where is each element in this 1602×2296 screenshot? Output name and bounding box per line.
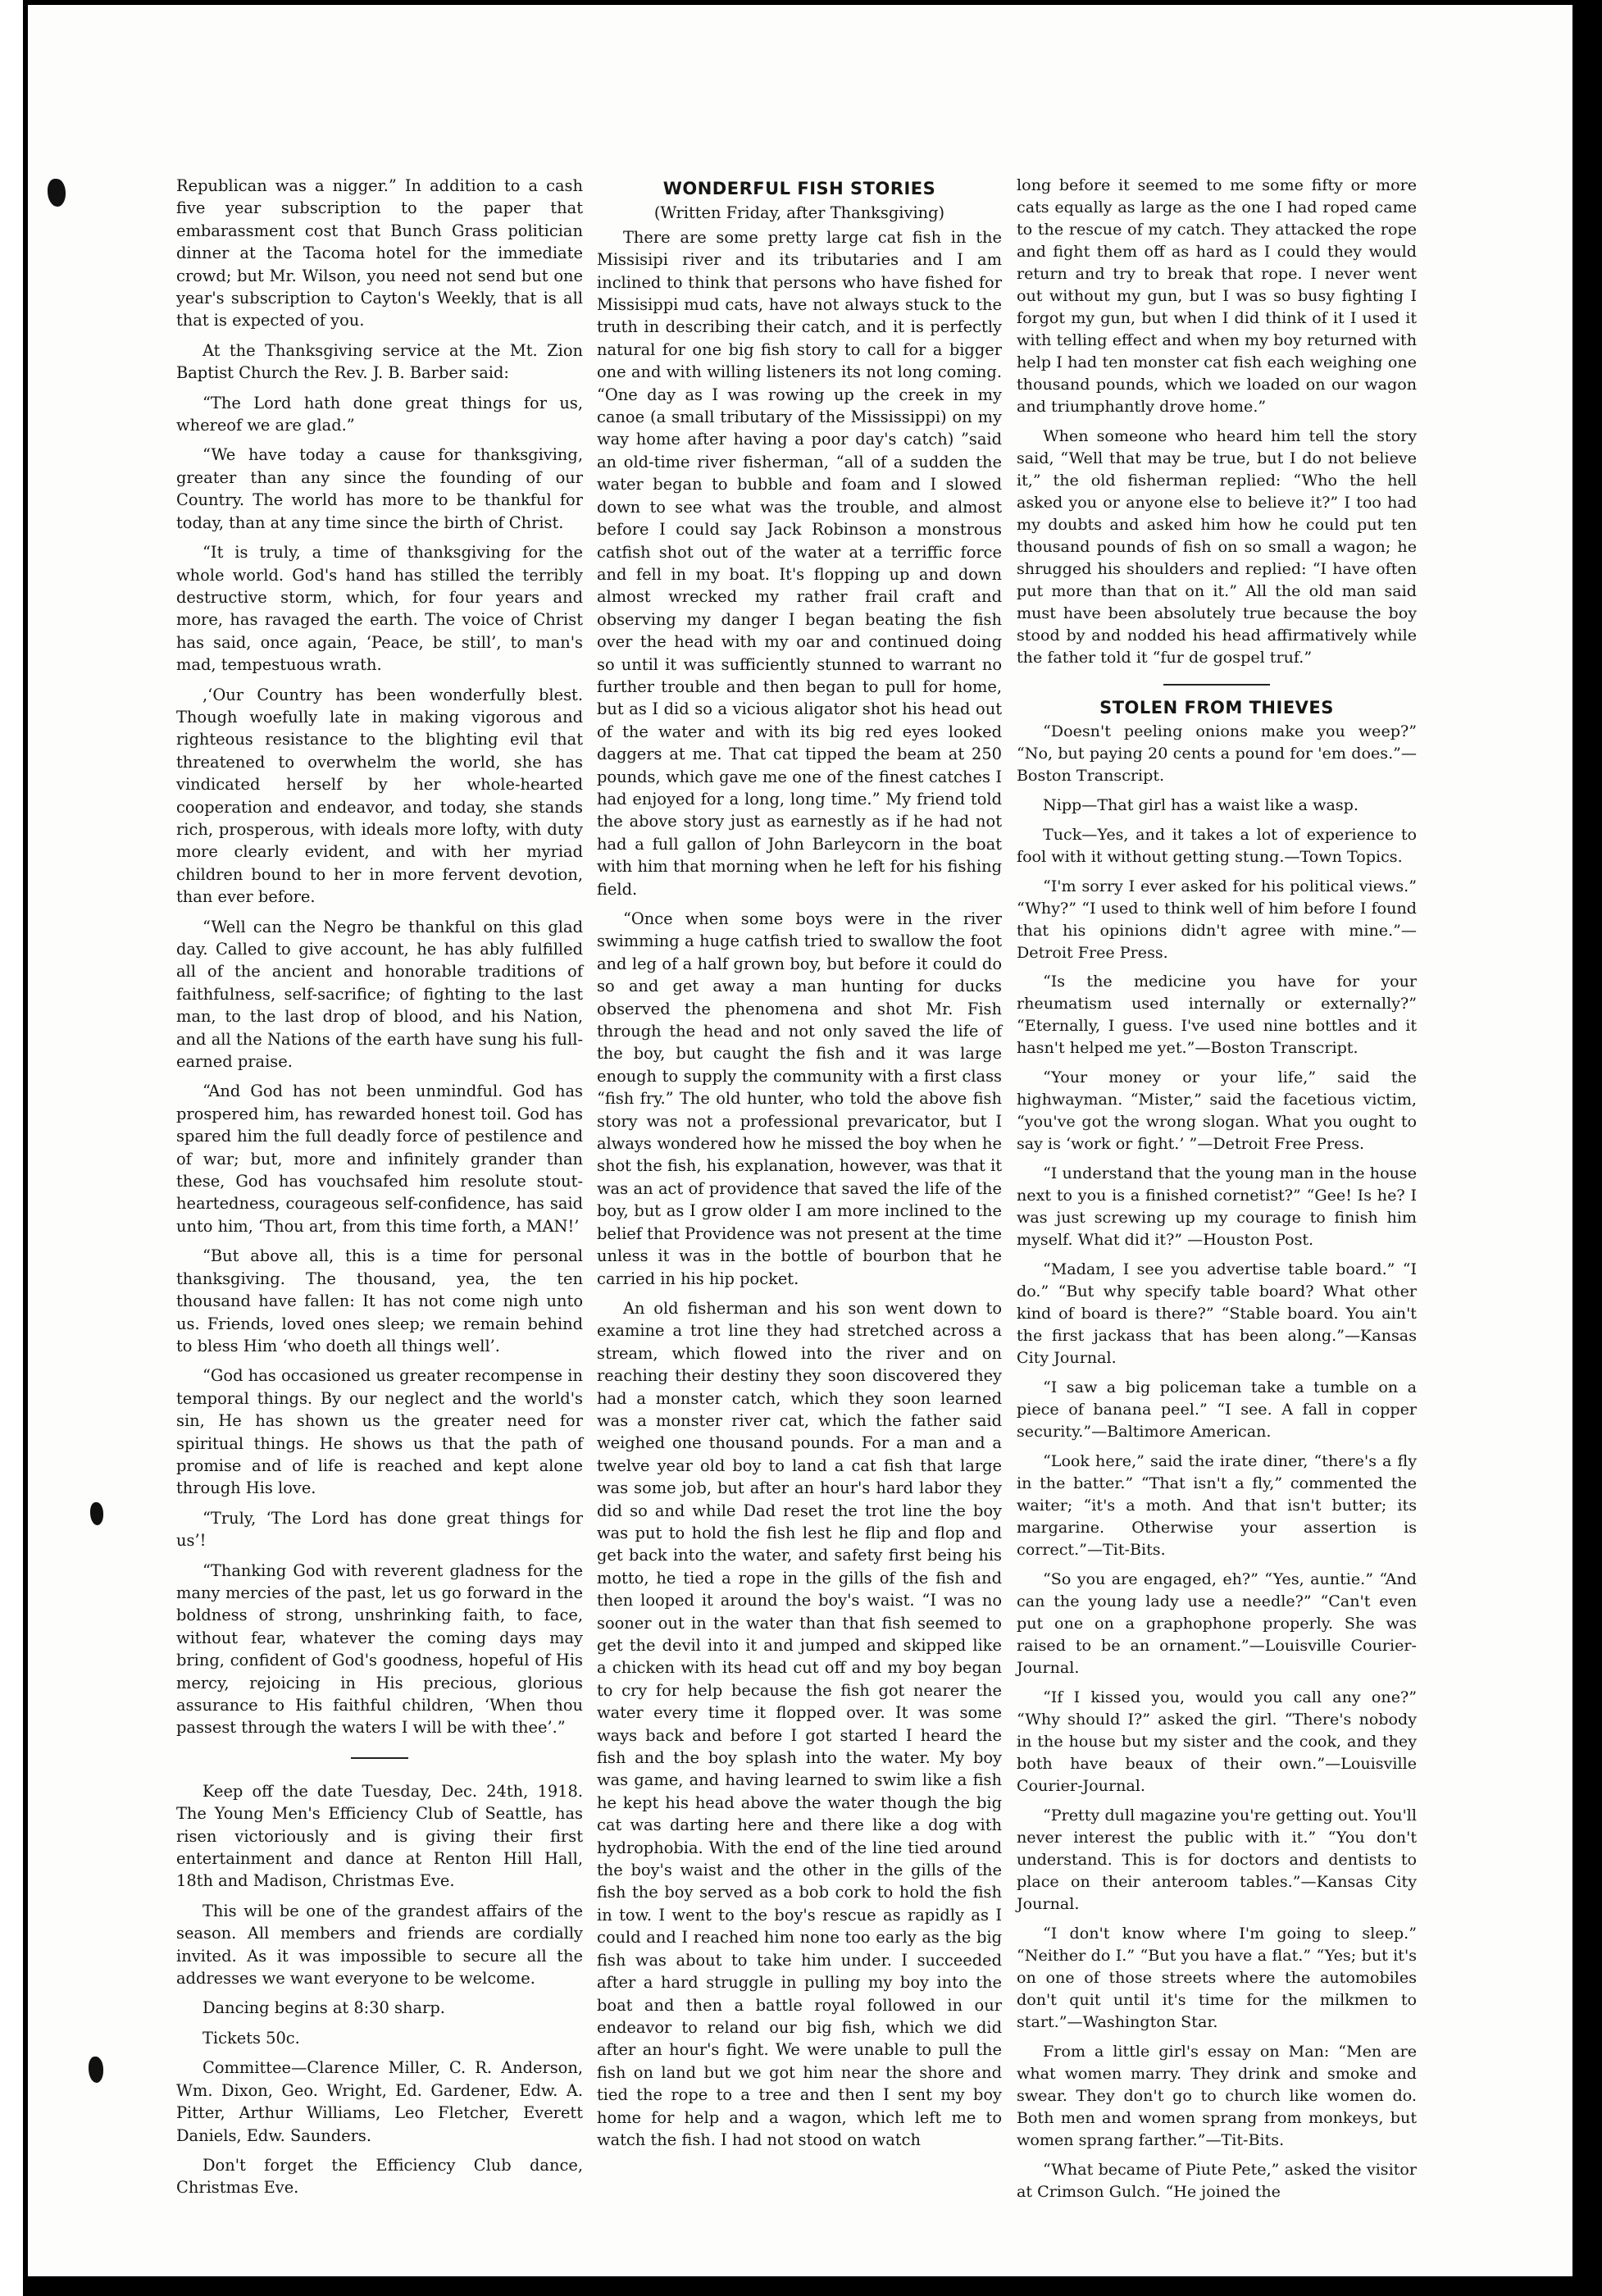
joke: “So you are engaged, eh?” “Yes, auntie.” “And can the young lady use a needle?” “Can't even put one on a graphophone properly. She was raised to be an ornament.”—Louisville Courier-Journal. xyxy=(1017,1569,1417,1678)
paragraph: “Once when some boys were in the river swimming a huge catfish tried to swallow the foot and leg of a half grown boy, but before it could do so and get away a man hunting for ducks observed the phenomena and shot Mr. Fish through the head and not only saved the life of the boy, but caught the fish and it was large enough to supply the community with a first class “fish fry.” The old hunter, who told the above fish story was not a professional prevaricator, but I always wondered how he missed the boy when he shot the fish, his explanation, however, was that it was an act of providence that saved the life of the boy, but as I grow older I am more inclined to the belief that Providence was not present at the time unless it was in the bottle of bourbon that he carried in his hip pocket. xyxy=(597,909,1002,1288)
paragraph: At the Thanksgiving service at the Mt. Zion Baptist Church the Rev. J. B. Barber said: xyxy=(176,340,583,383)
paragraph: “Well can the Negro be thankful on this glad day. Called to give account, he has ably fulfilled all of the ancient and honorable traditions of faithfulness, self-sacrifice; of fighting to the last man, to the last drop of blood, and his Nation, and all the Nations of the earth have sung his full-earned praise. xyxy=(176,917,583,1072)
joke: “Pretty dull magazine you're getting out. You'll never interest the public with it.” “You don't understand. This is for doctors and dentists to place on their anteroom tables.”—Kansas City Journal. xyxy=(1017,1805,1417,1913)
joke: “Is the medicine you have for your rheumatism used internally or externally?” “Eternally, I guess. I've used nine bottles and it hasn't helped me yet.”—Boston Transcript. xyxy=(1017,972,1417,1058)
column-right xyxy=(1017,175,1417,2211)
paragraph: “Truly, ‘The Lord has done great things for us’! xyxy=(176,1508,583,1551)
joke: “Madam, I see you advertise table board.” “I do.” “But why specify table board? What other kind of board is there?” “Stable board. You ain't the first jackass that has been along.”—Kansas City Journal. xyxy=(1017,1260,1417,1368)
paragraph: “Thanking God with reverent gladness for the many mercies of the past, let us go forward in the boldness of strong, unshrinking faith, to face, without fear, whatever the coming days may bring, confident of God's goodness, hopeful of His mercy, rejoicing in His precious, glorious assurance to His faithful children, ‘When thou passest through the waters I will be with thee’.” xyxy=(176,1560,583,1738)
punch-hole-mark xyxy=(90,1502,103,1525)
section-divider xyxy=(1163,684,1270,686)
joke: “I understand that the young man in the house next to you is a finished cornetist?” “Gee! Is he? I was just screwing up my courage to finish him myself. What did it?” —Houston Post. xyxy=(1017,1164,1417,1250)
joke: “I'm sorry I ever asked for his political views.” “Why?” “I used to think well of him before I found that his opinions didn't agree with mine.”—Detroit Free Press. xyxy=(1017,876,1417,962)
punch-hole-mark xyxy=(48,179,66,207)
paragraph: This will be one of the grandest affairs of the season. All members and friends are cordially invited. As it was impossible to secure all the addresses we want everyone to be welcome. xyxy=(176,1901,583,1988)
paragraph: “We have today a cause for thanksgiving, greater than any since the founding of our Country. The world has more to be thankful for today, than at any time since the birth of Christ. xyxy=(176,445,583,532)
paragraph: When someone who heard him tell the story said, “Well that may be true, but I do not believe it,” the old fisherman replied: “Who the hell asked you or anyone else to believe it?” I too had my doubts and asked him how he could put ten thousand pounds of fish on so small a wagon; he shrugged his shoulders and replied: “I have often put more than that on it.” All the old man said must have been absolutely true because the boy stood by and nodded his head affirmatively while the father told it “fur de gospel truf.” xyxy=(1017,426,1417,667)
article-title: WONDERFUL FISH STORIES xyxy=(662,179,936,198)
article-subtitle: (Written Friday, after Thanksgiving) xyxy=(653,203,945,223)
scan-edge xyxy=(1577,0,1602,2296)
paragraph: “But above all, this is a time for personal thanksgiving. The thousand, yea, the ten thousand have fallen: It has not come nigh unto us. Friends, loved ones sleep; we remain behind to bless Him ‘who doeth all things well’. xyxy=(176,1246,583,1355)
joke: “If I kissed you, would you call any one?” “Why should I?” asked the girl. “There's nobody in the house but my sister and the cook, and they both have beaux of their own.”—Louisville Courier-Journal. xyxy=(1017,1688,1417,1795)
joke: “Doesn't peeling onions make you weep?” “No, but paying 20 cents a pound for 'em does.”—Boston Transcript. xyxy=(1017,721,1417,785)
paragraph: There are some pretty large cat fish in the Missisipi river and its tributaries and I am inclined to think that persons who have fished for Missisippi mud cats, have not always stuck to the truth in describing their catch, and it is perfectly natural for one big fish story to call for a bigger one and with willing listeners its not long coming. “One day as I was rowing up the creek in my canoe (a small tributary of the Mississippi) on my way home after having a poor day's catch) ”said an old-time river fisherman, “all of a sudden the water began to bubble and foam and I slowed down to see what was the trouble, and almost before I could say Jack Robinson a monstrous catfish shot out of the water at a terriffic force and fell in my boat. It's flopping up and down almost wrecked my rather frail craft and observing my danger I began beating the fish over the head with my oar and continued doing so until it was sufficiently stunned to warrant no further trouble and then began to pull for home, but as I did so a vicious aligator shot his head out of the water and with its big red eyes looked daggers at me. That cat tipped the beam at 250 pounds, which gave me one of the finest catches I had enjoyed for a long, long time.” My friend told the above story just as earnestly as if he had not had a full gallon of John Barleycorn in the boat with him that morning when he left for his fishing field. xyxy=(597,227,1002,899)
joke: “I saw a big policeman take a tumble on a piece of banana peel.” “I see. A fall in copper security.”—Baltimore American. xyxy=(1017,1378,1417,1442)
paragraph: “And God has not been unmindful. God has prospered him, has rewarded honest toil. God has spared him the full deadly force of pestilence and of war; but, more and infinitely grander than these, God has vouchsafed him resolute stout-heartedness, courageous self-confidence, has said unto him, ‘Thou art, from this time forth, a MAN!’ xyxy=(176,1082,583,1236)
joke: “I don't know where I'm going to sleep.” “Neither do I.” “But you have a flat.” “Yes; but it's on one of those streets where the automobiles don't quit until it's time for the milkmen to start.”—Washington Star. xyxy=(1017,1923,1417,2031)
joke: Nipp—That girl has a waist like a wasp. xyxy=(1043,795,1359,814)
joke: Tuck—Yes, and it takes a lot of experience to fool with it without getting stung.—Town Topics. xyxy=(1017,824,1417,866)
paragraph: Republican was a nigger.” In addition to a cash five year subscription to the paper that embarassment cost that Bunch Grass politician dinner at the Tacoma hotel for the immediate crowd; but Mr. Wilson, you need not send but one year's subscription to Cayton's Weekly, that is all that is expected of you. xyxy=(176,176,583,330)
punch-hole-mark xyxy=(89,2057,103,2083)
paragraph: An old fisherman and his son went down to examine a trot line they had stretched across a stream, which flowed into the river and on reaching their destiny they soon discovered they had a monster catch, which they soon learned was a monster river cat, which the father said weighed one thousand pounds. For a man and a twelve year old boy to land a cat fish that large was some job, but after an hour's hard labor they did so and while Dad reset the trot line the boy was put to hold the fish lest he flip and flop and get back into the water, and safety first being his motto, he tied a rope in the gills of the fish and then looped it around the boy's waist. “I was no sooner out in the water than that fish seemed to get the devil into it and jumped and skipped like a chicken with its head cut off and my boy began to cry for help because the fish got nearer the water every time it flopped over. It was some ways back and before I got started I heard the fish and the boy splash into the water. My boy was game, and having learned to swim like a fish he kept his head above the water though the big cat was darting here and there like a dog with hydrophobia. With the end of the line tied around the boy's waist and the other in the gills of the fish the boy served as a bob cork to hold the fish in tow. I went to the boy's rescue as rapidly as I could and I reached him none too early as the big fish was about to take him under. I succeeded after a hard struggle in pulling my boy into the boat and then a battle royal followed in our endeavor to reland our big fish, which we did after an hour's fight. We were unable to pull the fish on land but we got him near the shore and tied the rope to a tree and then I sent my boy home for help and a wagon, which left me to watch the fish. I had not stood on watch xyxy=(597,1298,1002,2149)
paragraph: “The Lord hath done great things for us, whereof we are glad.” xyxy=(176,393,583,435)
paragraph: Committee—Clarence Miller, C. R. Anderson, Wm. Dixon, Geo. Wright, Ed. Gardener, Edw. A. Pitter, Arthur Williams, Leo Fletcher, Everett Daniels, Edw. Saunders. xyxy=(176,2058,583,2145)
joke: From a little girl's essay on Man: “Men are what women marry. They drink and smoke and swear. They don't go to church like women do. Both men and women sprang from monkeys, but women sprang farther.”—Tit-Bits. xyxy=(1017,2041,1417,2149)
section-divider xyxy=(351,1757,408,1759)
paragraph: Dancing begins at 8:30 sharp. xyxy=(203,1998,445,2018)
paragraph: long before it seemed to me some fifty or more cats equally as large as the one I had roped came to the rescue of my catch. They attacked the rope and fight them off as hard as I could they would return and try to break that rope. I never went out without my gun, but I was so busy fighting I forgot my gun, but when I did think of it I used it with telling effect and when my boy returned with help I had ten monster cat fish each weighing one thousand pounds, which we loaded on our wagon and triumphantly drove home.” xyxy=(1017,175,1417,416)
section-title: STOLEN FROM THIEVES xyxy=(1099,697,1334,718)
joke: “Look here,” said the irate diner, “there's a fly in the batter.” “That isn't a fly,” commented the waiter; “it's a moth. And that isn't butter; its margarine. Otherwise your assertion is correct.”—Tit-Bits. xyxy=(1017,1451,1417,1560)
joke: “Your money or your life,” said the highwayman. “Mister,” said the facetious victim, “you've got the wrong slogan. What you ought to say is ‘work or fight.’ ”—Detroit Free Press. xyxy=(1017,1068,1417,1154)
paragraph: “It is truly, a time of thanksgiving for the whole world. God's hand has stilled the terribly destructive storm, which, for four years and more, has ravaged the earth. The voice of Christ has said, once again, ‘Peace, be still’, to man's mad, tempestuous wrath. xyxy=(176,543,583,675)
paragraph: “God has occasioned us greater recompense in temporal things. By our neglect and the world's sin, He has shown us the greater need for spiritual things. He shows us that the path of promise and of life is reached and kept alone through His love. xyxy=(176,1366,583,1498)
column-left xyxy=(176,175,583,2207)
joke: “What became of Piute Pete,” asked the visitor at Crimson Gulch. “He joined the xyxy=(1017,2159,1417,2201)
column-middle xyxy=(597,175,1002,2158)
paragraph: Keep off the date Tuesday, Dec. 24th, 1918. The Young Men's Efficiency Club of Seattle, has risen victoriously and is giving their first entertainment and dance at Renton Hill Hall, 18th and Madison, Christmas Eve. xyxy=(176,1781,583,1891)
paragraph: ,‘Our Country has been wonderfully blest. Though woefully late in making vigorous and righteous resistance to the blighting evil that threatened to overwhelm the world, she has vindicated herself by her whole-hearted cooperation and endeavor, and today, she stands rich, prosperous, with ideals more lofty, with duty more clearly evident, and with her myriad children bound to her in more fervent devotion, than ever before. xyxy=(176,685,583,907)
paragraph: Tickets 50c. xyxy=(203,2028,300,2048)
paragraph: Don't forget the Efficiency Club dance, Christmas Eve. xyxy=(176,2155,583,2198)
